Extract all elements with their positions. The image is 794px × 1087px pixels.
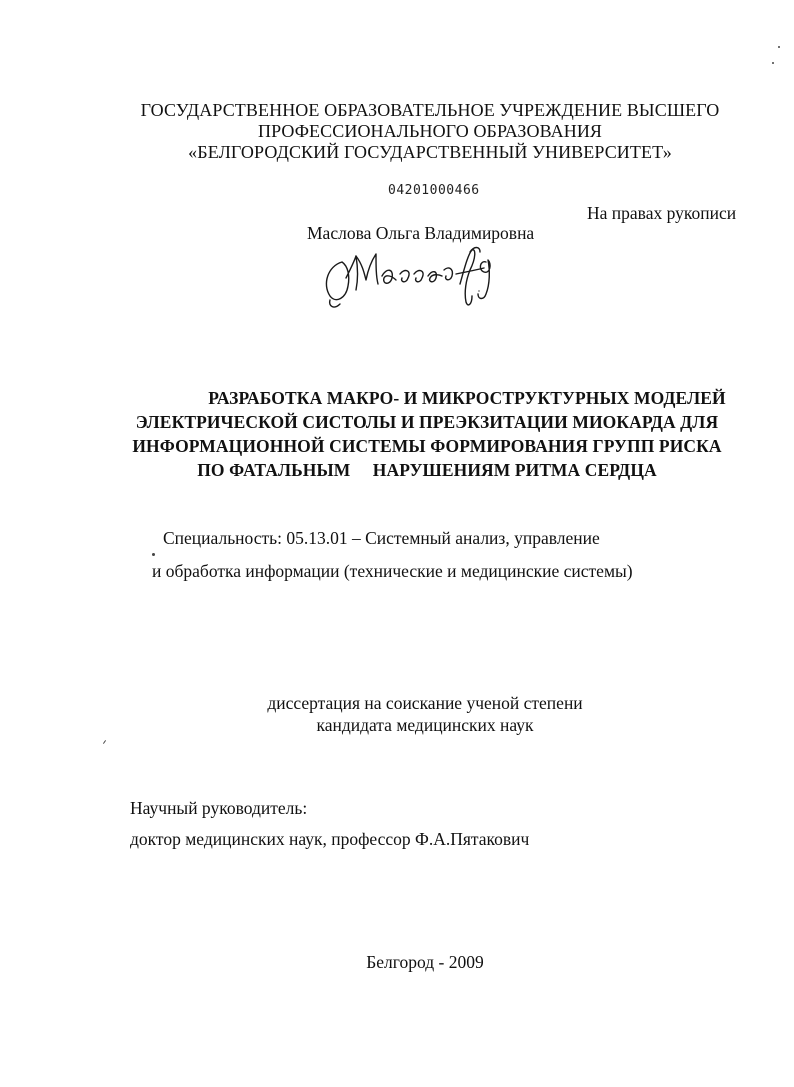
title-line-1: РАЗРАБОТКА МАКРО- И МИКРОСТРУКТУРНЫХ МОДЕЛЕЙ	[208, 388, 726, 408]
title-line-3: ИНФОРМАЦИОННОЙ СИСТЕМЫ ФОРМИРОВАНИЯ ГРУПП РИСКА	[132, 436, 722, 456]
dissertation-title	[100, 386, 754, 482]
scan-speck	[103, 740, 106, 744]
supervisor-label: Научный руководитель:	[130, 798, 308, 818]
scan-speck	[478, 290, 480, 292]
degree-line-2: кандидата медицинских наук	[316, 715, 534, 735]
degree-line-1: диссертация на соискание ученой степени	[267, 693, 583, 713]
degree-statement	[200, 692, 650, 736]
institution-line-3: «БЕЛГОРОДСКИЙ ГОСУДАРСТВЕННЫЙ УНИВЕРСИТЕТ»	[188, 142, 672, 162]
inventory-number: 04201000466	[388, 183, 480, 198]
specialty-line-2: и обработка информации (технические и медицинские системы)	[152, 561, 633, 581]
specialty-line-1: Специальность: 05.13.01 – Системный анализ, управление	[163, 528, 600, 548]
author-name: Маслова Ольга Владимировна	[307, 223, 535, 243]
scan-speck	[778, 46, 780, 48]
supervisor-name: доктор медицинских наук, профессор Ф.А.Пятакович	[130, 829, 530, 849]
city-year: Белгород - 2009	[366, 952, 484, 972]
scan-speck	[772, 62, 774, 64]
institution-header	[80, 100, 780, 163]
institution-line-2: ПРОФЕССИОНАЛЬНОГО ОБРАЗОВАНИЯ	[257, 121, 603, 141]
institution-line-1: ГОСУДАРСТВЕННОЕ ОБРАЗОВАТЕЛЬНОЕ УЧРЕЖДЕНИЕ ВЫСШЕГО	[140, 100, 720, 120]
title-line-4: ПО ФАТАЛЬНЫМ НАРУШЕНИЯМ РИТМА СЕРДЦА	[197, 460, 657, 480]
title-line-2: ЭЛЕКТРИЧЕСКОЙ СИСТОЛЫ И ПРЕЭКЗИТАЦИИ МИОКАРДА ДЛЯ	[135, 412, 719, 432]
rights-note: На правах рукописи	[587, 203, 737, 223]
scan-speck	[152, 553, 155, 556]
signature-icon	[320, 240, 520, 312]
